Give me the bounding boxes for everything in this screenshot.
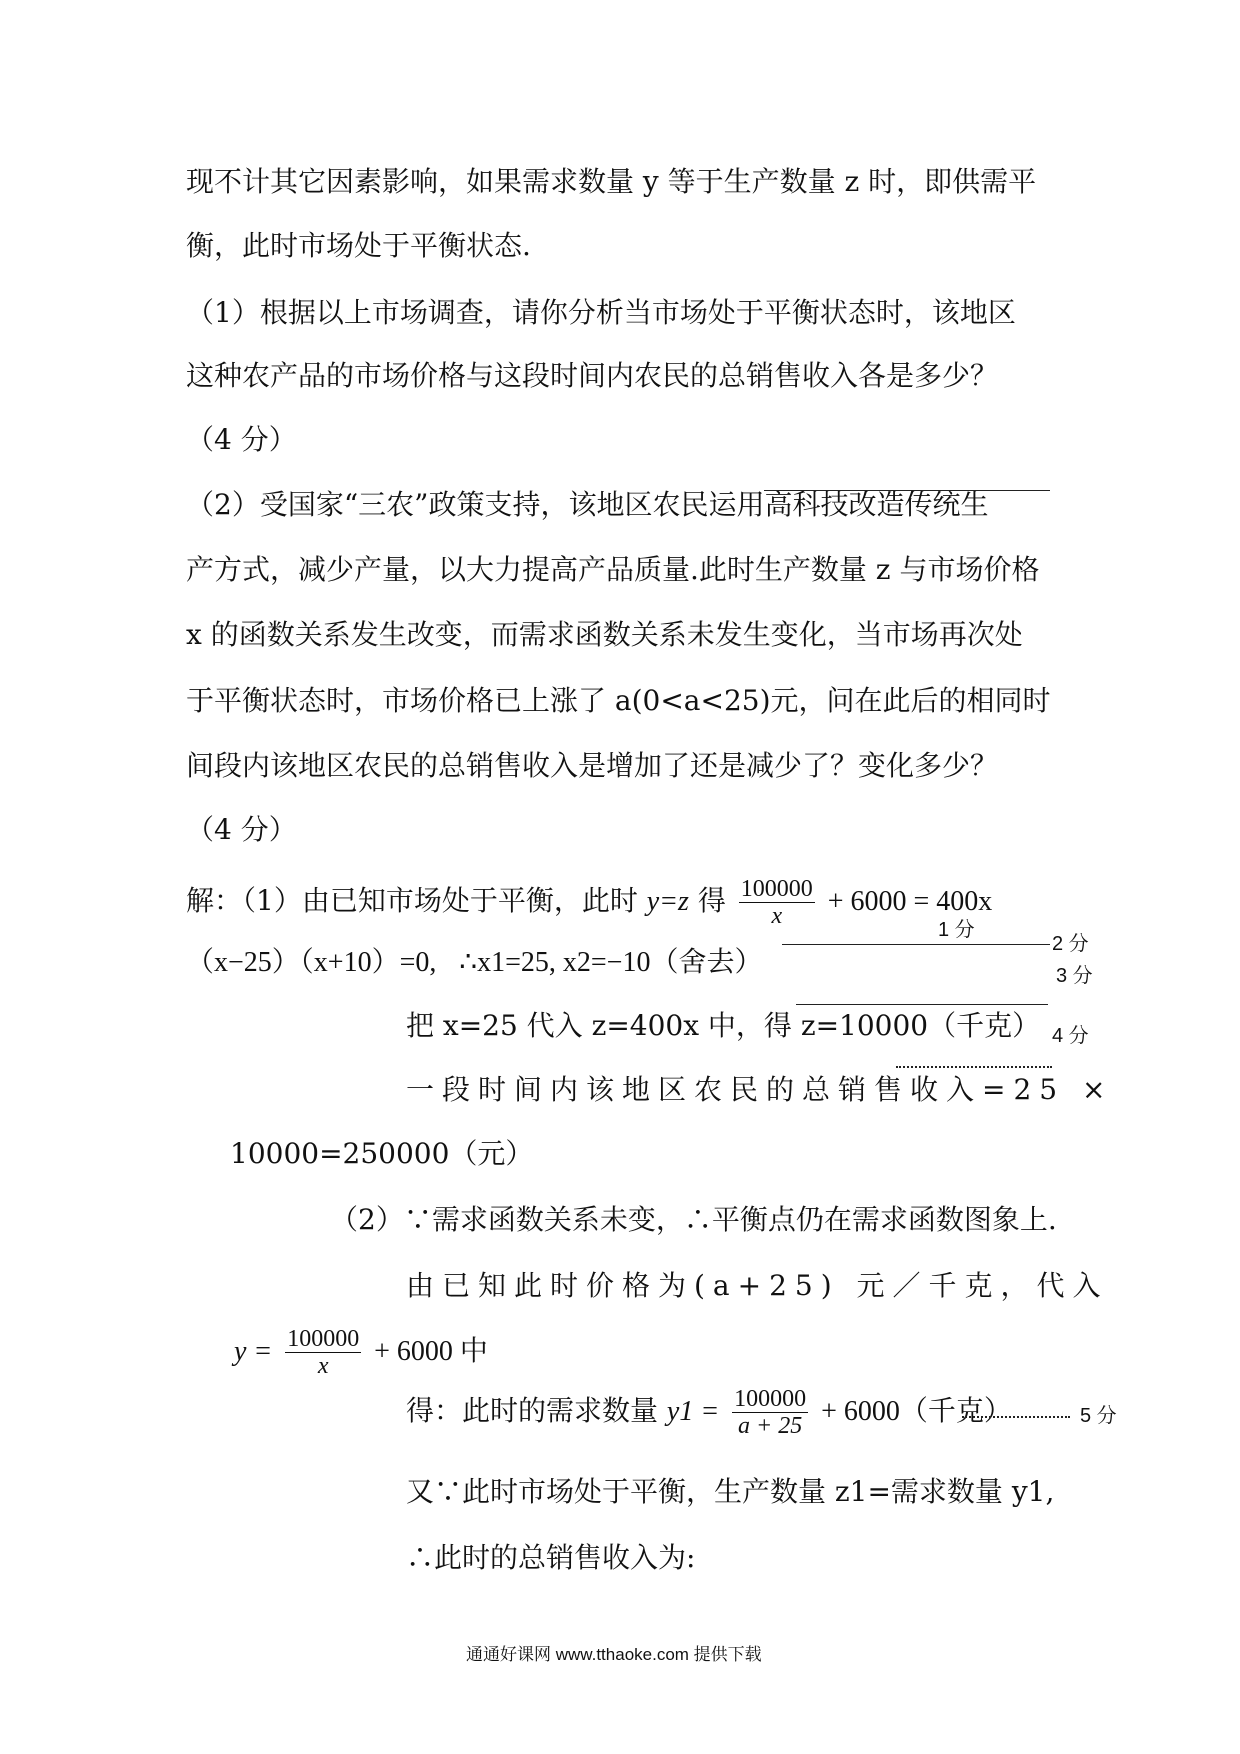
solution-1-substitute: 把 x=25 代入 z=400x 中，得 z=10000（千克）: [406, 1009, 1041, 1042]
solution-2-line-2: 由已知此时价格为(a+25) 元／千克，代入: [406, 1269, 1109, 1302]
solution-1-revenue-line-1: 一段时间内该地区农民的总销售收入=25 ×: [406, 1073, 1114, 1106]
solution-1-condition: y=z: [646, 886, 689, 917]
score-leader-line: [782, 944, 1050, 945]
fraction-denominator: x: [285, 1352, 361, 1379]
factored-equation: （x−25）（x+10）=0,: [186, 947, 437, 978]
score-5: 5 分: [1080, 1405, 1117, 1427]
solution-2-line-1: （2）∵需求函数关系未变，∴平衡点仍在需求函数图象上.: [330, 1203, 1057, 1236]
fraction-numerator: 100000: [287, 1326, 360, 1352]
solution-1-de: 得: [697, 884, 726, 917]
fraction-numerator: 100000: [734, 1386, 807, 1412]
solution-1-factored: [186, 944, 762, 981]
question-2-line-2: 产方式，减少产量，以大力提高产品质量.此时生产数量 z 与市场价格: [186, 553, 1040, 586]
score-2: 2 分: [1052, 933, 1089, 955]
solution-1-line: [186, 876, 992, 929]
score-1: 1 分: [938, 919, 975, 941]
solution-2-balance: 又∵此时市场处于平衡，生产数量 z1=需求数量 y1,: [406, 1475, 1055, 1508]
y1-equals: y1 =: [666, 1396, 720, 1427]
fraction-100000-over-x: [739, 876, 815, 929]
fraction-numerator: 100000: [740, 876, 813, 902]
roots: ∴x1=25, x2=−10（舍去）: [459, 947, 763, 978]
y-equals: y =: [234, 1336, 273, 1367]
problem-line-1: 现不计其它因素影响，如果需求数量 y 等于生产数量 z 时，即供需平: [186, 165, 1037, 198]
question-1-points: （4 分）: [186, 423, 297, 456]
solution-2-demand: [406, 1386, 1012, 1439]
score-leader-line: [796, 1004, 1048, 1005]
question-2-line-4: 于平衡状态时，市场价格已上涨了 a(0<a<25)元，问在此后的相同时: [186, 684, 1051, 717]
score-leader-dots: [896, 1066, 1052, 1068]
question-2-line-1: （2）受国家“三农”政策支持，该地区农民运用高科技改造传统生: [186, 488, 989, 521]
question-1-line-2: 这种农产品的市场价格与这段时间内农民的总销售收入各是多少？: [186, 359, 999, 392]
solution-2-total: ∴此时的总销售收入为:: [406, 1541, 696, 1574]
score-3: 3 分: [1056, 965, 1093, 987]
score-leader-dots: [962, 1416, 1070, 1418]
overline-mark: [764, 490, 1050, 491]
fraction-denominator: a + 25: [732, 1412, 808, 1439]
solution-1-prefix: 解：（1）由已知市场处于平衡，此时: [186, 884, 638, 917]
solution-2-y-formula: [234, 1326, 488, 1379]
score-4: 4 分: [1052, 1025, 1089, 1047]
fraction-denominator: x: [739, 902, 815, 929]
y-formula-tail: + 6000 中: [374, 1336, 488, 1367]
fraction-100000-over-a-plus-25: [732, 1386, 808, 1439]
problem-line-2: 衡，此时市场处于平衡状态.: [186, 229, 531, 262]
solution-1-equation-tail: + 6000 = 400x: [827, 886, 993, 917]
footer-credit: 通通好课网 www.tthaoke.com 提供下载: [466, 1645, 762, 1664]
solution-1-revenue-line-2: 10000=250000（元）: [230, 1137, 534, 1170]
question-1-line-1: （1）根据以上市场调查，请你分析当市场处于平衡状态时，该地区: [186, 296, 1016, 329]
demand-prefix: 得：此时的需求数量: [406, 1394, 659, 1427]
question-2-line-3: x 的函数关系发生改变，而需求函数关系未发生变化，当市场再次处: [186, 618, 1023, 651]
demand-tail: + 6000（千克）: [821, 1396, 1012, 1427]
fraction-100000-over-x: [285, 1326, 361, 1379]
question-2-points: （4 分）: [186, 813, 297, 846]
question-2-line-5: 间段内该地区农民的总销售收入是增加了还是减少了？变化多少？: [186, 749, 999, 782]
